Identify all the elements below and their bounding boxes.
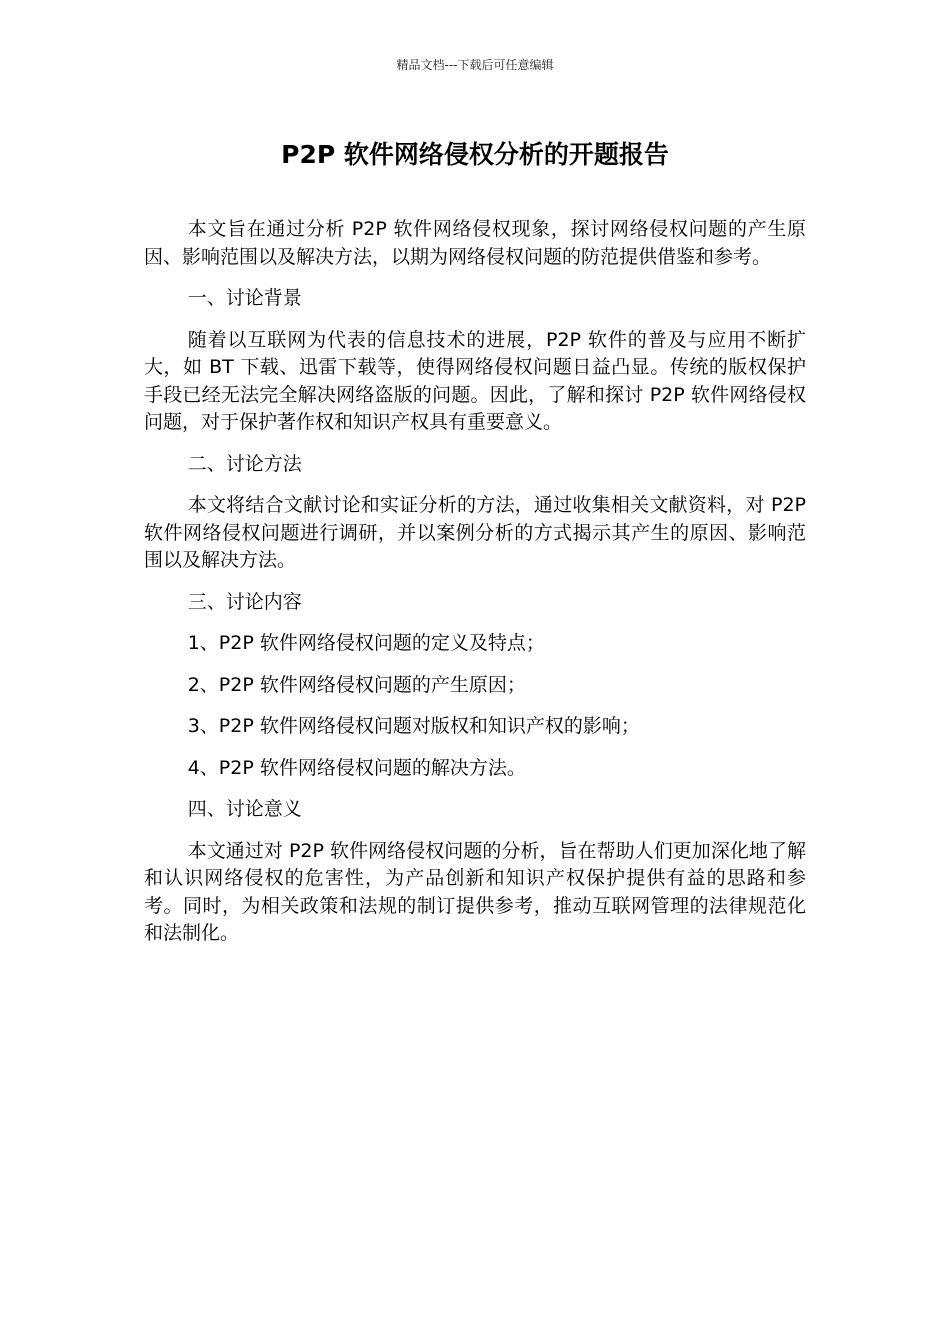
content-list-item: 4、P2P 软件网络侵权问题的解决方法。	[187, 756, 526, 779]
section-paragraph-method: 本文将结合文献讨论和实证分析的方法，通过收集相关文献资料，对 P2P 软件网络侵权问题进行调研，并以案例分析的方式揭示其产生的原因、影响范围以及解决方法。	[144, 494, 806, 571]
section-heading-method: 二、讨论方法	[187, 452, 302, 475]
page-header: 精品文档---下载后可任意编辑	[396, 58, 554, 72]
content-list-item: 2、P2P 软件网络侵权问题的产生原因；	[187, 673, 526, 696]
section-heading-significance: 四、讨论意义	[187, 798, 302, 820]
content-list-item: 1、P2P 软件网络侵权问题的定义及特点；	[187, 632, 545, 654]
intro-paragraph: 本文旨在通过分析 P2P 软件网络侵权现象，探讨网络侵权问题的产生原因、影响范围以及解决方法，以期为网络侵权问题的防范提供借鉴和参考。	[144, 218, 806, 268]
content-list-item: 3、P2P 软件网络侵权问题对版权和知识产权的影响；	[187, 715, 640, 737]
section-heading-content: 三、讨论内容	[187, 590, 302, 613]
document-body	[144, 216, 806, 962]
section-paragraph-background: 随着以互联网为代表的信息技术的进展，P2P 软件的普及与应用不断扩大，如 BT 下载、迅雷下载等，使得网络侵权问题日益凸显。传统的版权保护手段已经无法完全解决网络盗版的问题。因此，了解和探讨 P2P 软件网络侵权问题，对于保护著作权和知识产权具有重要意义。	[144, 328, 806, 433]
document-title: P2P 软件网络侵权分析的开题报告	[281, 140, 669, 169]
section-heading-background: 一、讨论背景	[187, 287, 302, 309]
section-paragraph-significance: 本文通过对 P2P 软件网络侵权问题的分析，旨在帮助人们更加深化地了解和认识网络侵权的危害性，为产品创新和知识产权保护提供有益的思路和参考。同时，为相关政策和法规的制订提供参考，推动互联网管理的法律规范化和法制化。	[144, 839, 806, 944]
